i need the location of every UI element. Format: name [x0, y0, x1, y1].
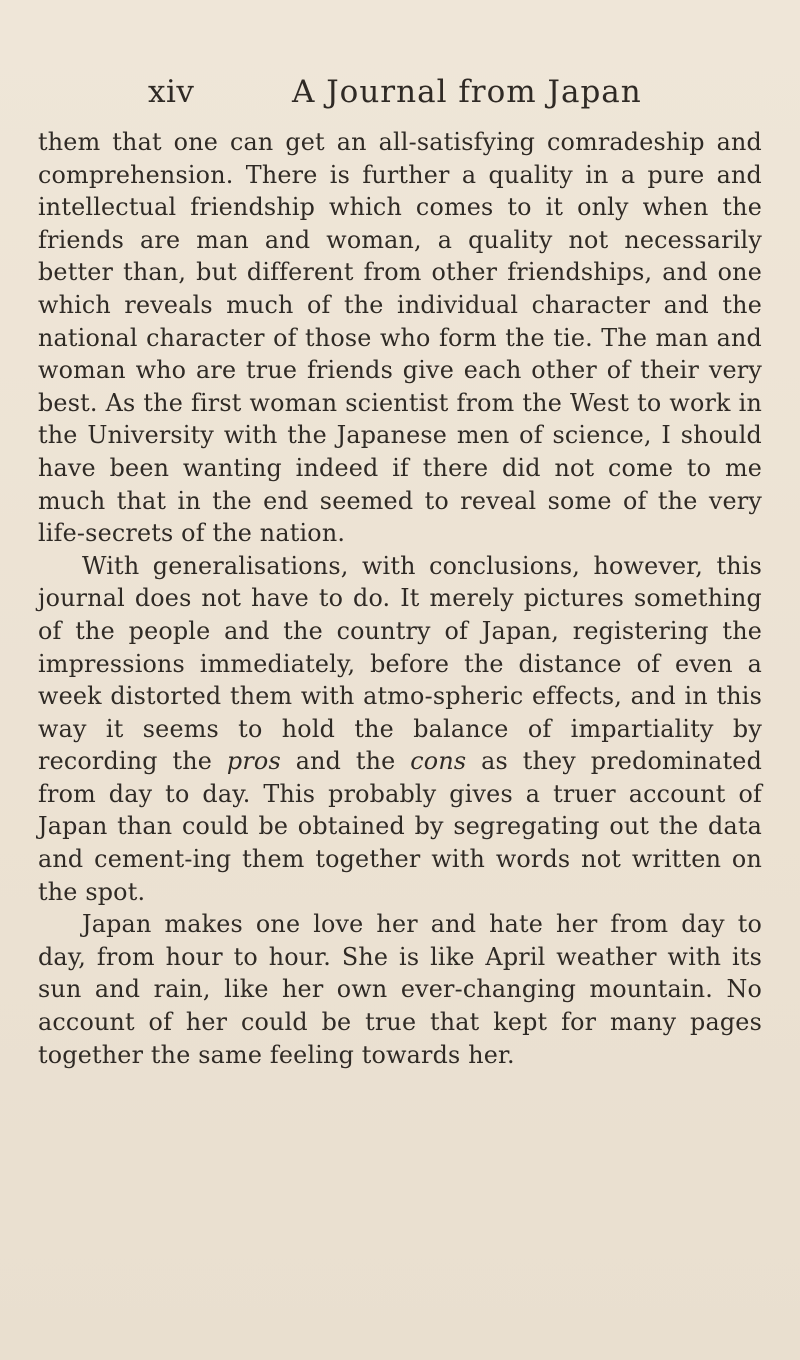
paragraph-2-text-c: as they predominated from day to day. This probably gives a truer account of Japan than could be obtained by segregating out the data and cement-ing them together with words not written on the spot.: [38, 747, 762, 906]
body-text: [38, 126, 762, 1071]
page-number: xiv: [148, 74, 195, 110]
running-title: A Journal from Japan: [292, 74, 642, 110]
italic-pros: pros: [226, 747, 281, 776]
paragraph-2-text-a: With generalisations, with conclusions, however, this journal does not have to do. It merely pictures something of the people and the country of Japan, registering the impressions immediately, before the distance of even a week distorted them with atmo-spheric effects, and in this way it seems to hold the balance of impartiality by recording the: [38, 551, 762, 776]
italic-cons: cons: [410, 747, 467, 776]
paragraph-2-text-b: and the: [280, 747, 411, 776]
running-head: [38, 72, 762, 112]
paragraph-3: Japan makes one love her and hate her from day to day, from hour to hour. She is like April weather with its sun and rain, like her own ever-changing mountain. No account of her could be true that kept for many pages together the same feeling towards her.: [38, 910, 762, 1069]
paragraph-2: [38, 550, 762, 909]
paragraph-1: them that one can get an all-satisfying comradeship and comprehension. There is further a quality in a pure and intellectual friendship which comes to it only when the friends are man and woman, a quality not necessarily better than, but different from other friendships, and one which reveals much of the individual character and the national character of those who form the tie. The man and woman who are true friends give each other of their very best. As the first woman scientist from the West to work in the University with the Japanese men of science, I should have been wanting indeed if there did not come to me much that in the end seemed to reveal some of the very life-secrets of the nation.: [38, 128, 762, 548]
